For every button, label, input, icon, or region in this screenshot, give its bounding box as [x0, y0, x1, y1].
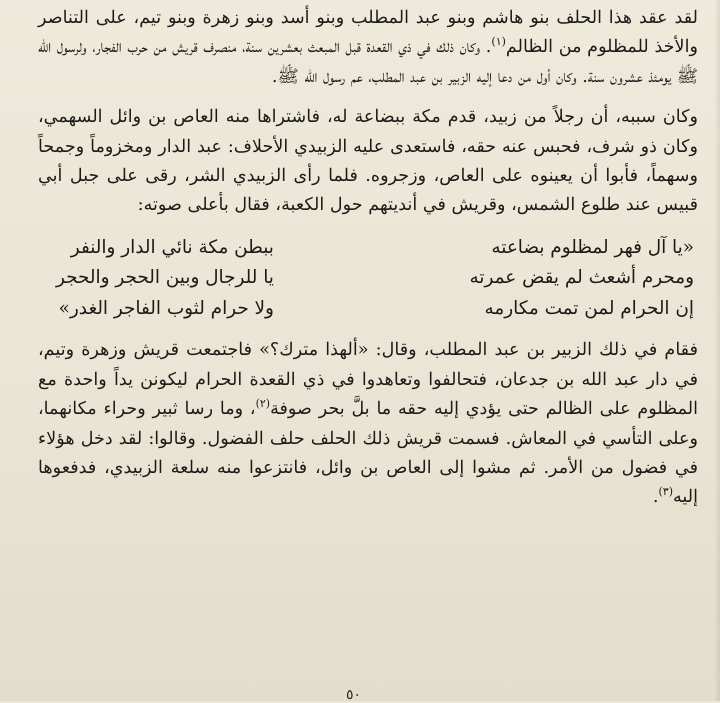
poem-verse: إن الحرام لمن تمت مكارمه [484, 297, 694, 319]
poem [56, 233, 694, 325]
poem-first-hemistichs [470, 233, 695, 325]
poem-verse: ولا حرام لثوب الفاجر الغدر» [58, 297, 274, 319]
paragraph-3 [38, 336, 698, 512]
page-body [38, 4, 698, 513]
poem-verse: ومحرم أشعث لم يقض عمرته [469, 267, 694, 289]
text-segment: وكان سببه، أن رجلاً من زبيد، قدم مكة ببضاعة له، فاشتراها منه العاص بن وائل السهمي، وكان ذو شرف، فحبس عنه حقه، فاستعدى عليه الزبيدي الأحلاف: عبد الدار ومخزوماً وجمحاً وسهماً، فأبوا أن يعينوه على العاص، وزجروه. فلما رأى الزبيدي الشر، رقى على جبل أبي قبيس عند طلوع الشمس، وقريش في أنديتهم حول الكعبة، فقال بأعلى صوته: [38, 107, 698, 216]
footnote-marker-3: (٣) [658, 485, 673, 499]
text-segment: فقام في ذلك الزبير بن عبد المطلب، وقال: «ألهذا مترك؟» فاجتمعت قريش وزهرة وتيم، في دار عبد الله بن جدعان، فتحالفوا وتعاهدوا في ذي القعدة الحرام ليكونن يداً واحدة مع المظلوم على الظالم حتى يؤدي إليه حقه ما بلَّ بحر صوفة [38, 340, 698, 420]
poem-verse: ببطن مكة نائي الدار والنفر [70, 236, 274, 258]
footnote-marker-1: (١) [491, 35, 506, 49]
poem-second-hemistichs [56, 233, 274, 325]
text-segment: . وكان ذلك في ذي القعدة قبل المبعث بعشرين سنة، منصرف قريش من حرب الفجار، ولرسول الله ﷺ يومئذ عشرون سنة. وكان أول من دعا إليه الزبير بن عبد المطلب، عم رسول الله ﷺ. [38, 37, 698, 87]
page-number: ٥٠ [346, 687, 362, 703]
paragraph-1 [38, 4, 698, 92]
poem-verse: «يا آل فهر لمظلوم بضاعته [491, 236, 694, 258]
text-segment: لقد عقد هذا الحلف بنو هاشم وبنو عبد المطلب وبنو أسد وبنو زهرة وبنو تيم، على التناصر والأخذ للمظلوم من الظالم [38, 8, 698, 58]
text-segment: . [652, 487, 659, 508]
page-edge-shadow [714, 0, 720, 701]
footnote-marker-2: (٢) [255, 397, 271, 411]
paragraph-2 [38, 103, 698, 221]
text-segment: ، وما رسا ثبير وحراء مكانهما، وعلى التأسي في المعاش. فسمت قريش ذلك الحلف حلف الفضول. وقالوا: لقد دخل هؤلاء في فضول من الأمر. ثم مشوا إلى العاص بن وائل، فانتزعوا منه سلعة الزبيدي، فدفعوها إليه [38, 399, 698, 508]
poem-verse: يا للرجال وبين الحجر والحجر [56, 267, 274, 289]
